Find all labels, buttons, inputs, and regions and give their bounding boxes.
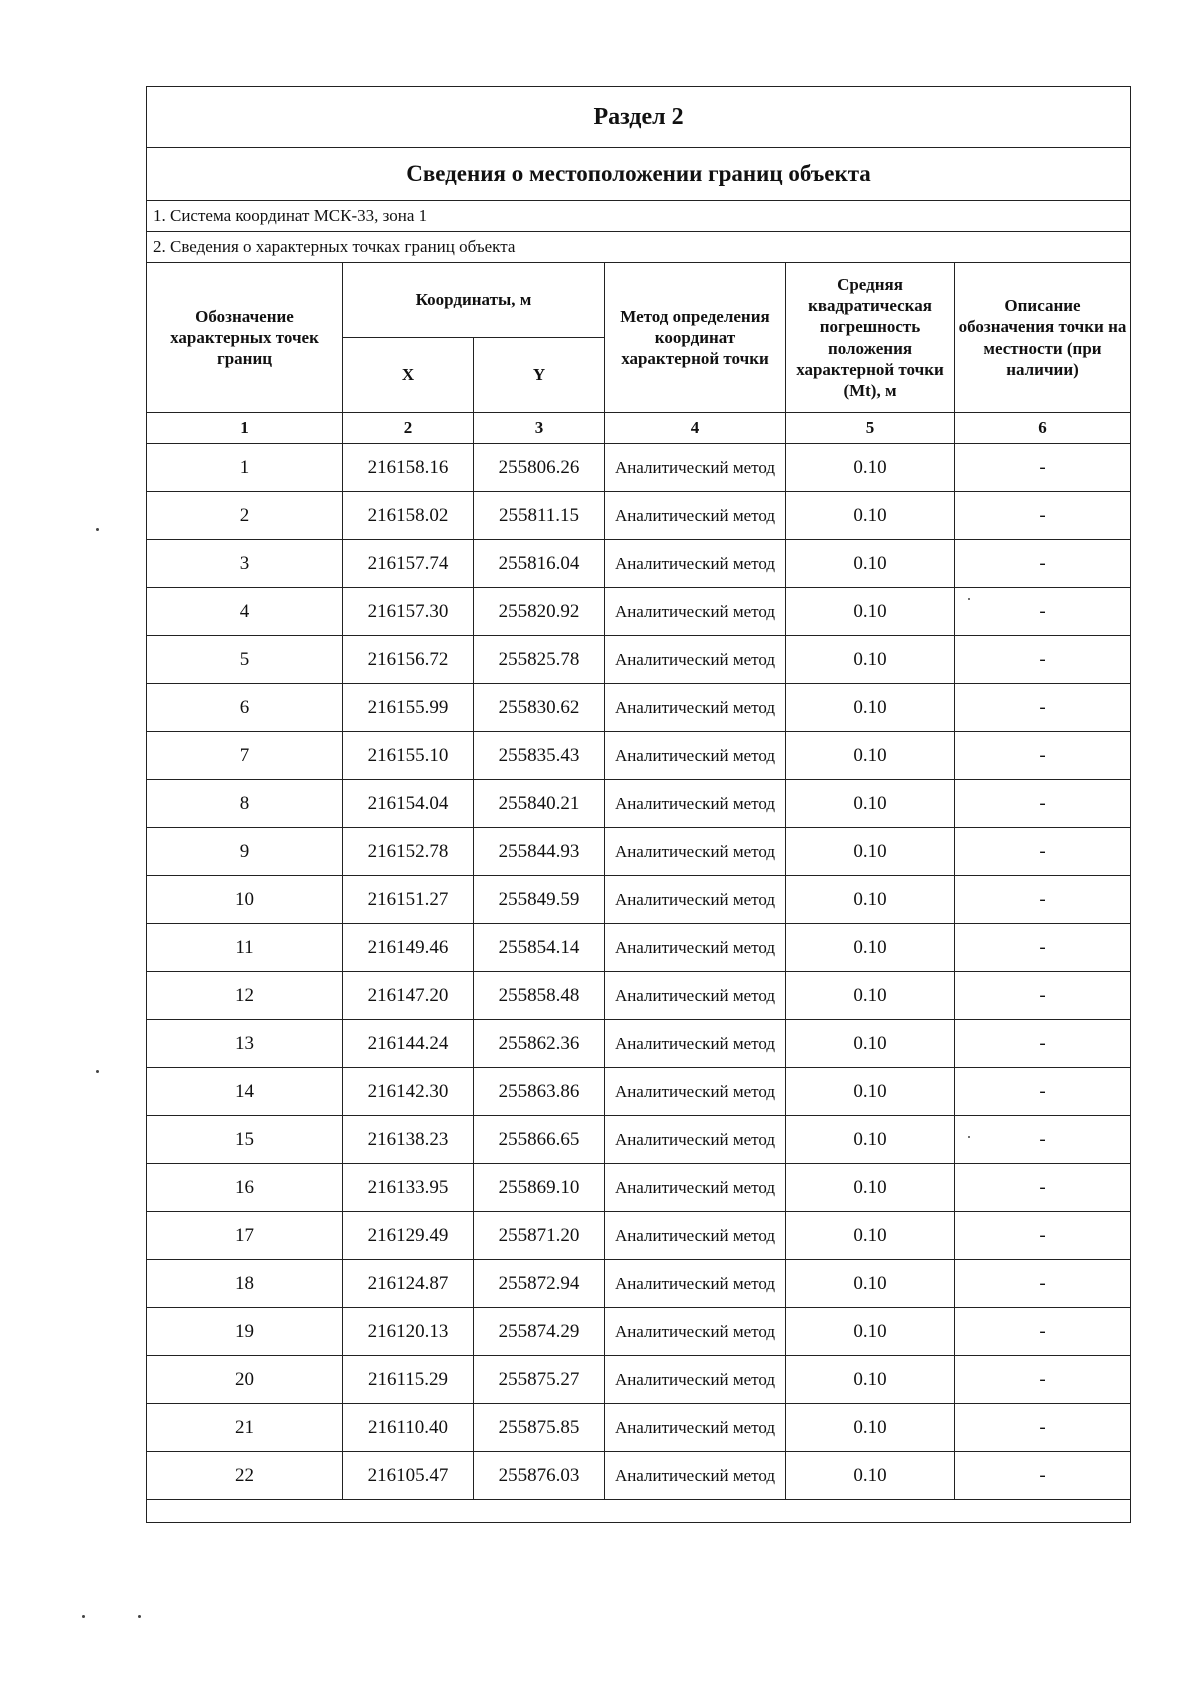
y-coordinate-cell: 255874.29 xyxy=(474,1308,605,1356)
scan-speck xyxy=(96,528,99,531)
description-cell: - xyxy=(955,972,1131,1020)
method-cell: Аналитический метод xyxy=(605,1404,786,1452)
point-number-cell: 22 xyxy=(147,1452,343,1500)
y-coordinate-cell: 255806.26 xyxy=(474,444,605,492)
mt-error-cell: 0.10 xyxy=(786,540,955,588)
description-cell: - xyxy=(955,1404,1131,1452)
description-cell: - xyxy=(955,1020,1131,1068)
table-row xyxy=(147,492,1131,540)
y-coordinate-cell: 255811.15 xyxy=(474,492,605,540)
column-number: 4 xyxy=(605,413,786,444)
table-tail-row xyxy=(147,1500,1131,1523)
y-coordinate-cell: 255872.94 xyxy=(474,1260,605,1308)
description-cell: - xyxy=(955,732,1131,780)
point-number-cell: 4 xyxy=(147,588,343,636)
section-title: Раздел 2 xyxy=(147,87,1131,148)
method-cell: Аналитический метод xyxy=(605,1212,786,1260)
table-row xyxy=(147,1020,1131,1068)
header-error: Средняя квадратическая погрешность положения характерной точки (Mt), м xyxy=(786,263,955,413)
method-cell: Аналитический метод xyxy=(605,588,786,636)
table-row xyxy=(147,972,1131,1020)
point-number-cell: 18 xyxy=(147,1260,343,1308)
y-coordinate-cell: 255854.14 xyxy=(474,924,605,972)
point-number-cell: 2 xyxy=(147,492,343,540)
mt-error-cell: 0.10 xyxy=(786,1452,955,1500)
header-coordinates: Координаты, м xyxy=(343,263,605,338)
method-cell: Аналитический метод xyxy=(605,972,786,1020)
y-coordinate-cell: 255844.93 xyxy=(474,828,605,876)
y-coordinate-cell: 255825.78 xyxy=(474,636,605,684)
table-row xyxy=(147,1116,1131,1164)
description-cell: - xyxy=(955,1308,1131,1356)
method-cell: Аналитический метод xyxy=(605,1308,786,1356)
y-coordinate-cell: 255830.62 xyxy=(474,684,605,732)
coord-system-label: 1. Система координат МСК-33, зона 1 xyxy=(147,201,1131,232)
description-cell: - xyxy=(955,1212,1131,1260)
point-number-cell: 12 xyxy=(147,972,343,1020)
point-number-cell: 3 xyxy=(147,540,343,588)
header-row-1 xyxy=(147,263,1131,338)
x-coordinate-cell: 216133.95 xyxy=(343,1164,474,1212)
description-cell: - xyxy=(955,492,1131,540)
mt-error-cell: 0.10 xyxy=(786,588,955,636)
method-cell: Аналитический метод xyxy=(605,1356,786,1404)
table-row xyxy=(147,1404,1131,1452)
mt-error-cell: 0.10 xyxy=(786,1308,955,1356)
table-row xyxy=(147,684,1131,732)
table-row xyxy=(147,588,1131,636)
mt-error-cell: 0.10 xyxy=(786,1404,955,1452)
table-row xyxy=(147,540,1131,588)
x-coordinate-cell: 216144.24 xyxy=(343,1020,474,1068)
y-coordinate-cell: 255840.21 xyxy=(474,780,605,828)
boundary-table xyxy=(146,86,1131,1523)
document-sheet xyxy=(146,86,1130,1523)
point-number-cell: 8 xyxy=(147,780,343,828)
y-coordinate-cell: 255875.85 xyxy=(474,1404,605,1452)
mt-error-cell: 0.10 xyxy=(786,1068,955,1116)
mt-error-cell: 0.10 xyxy=(786,972,955,1020)
description-cell: - xyxy=(955,1116,1131,1164)
section-subtitle: Сведения о местоположении границ объекта xyxy=(147,148,1131,201)
description-cell: - xyxy=(955,1164,1131,1212)
y-coordinate-cell: 255835.43 xyxy=(474,732,605,780)
y-coordinate-cell: 255869.10 xyxy=(474,1164,605,1212)
x-coordinate-cell: 216154.04 xyxy=(343,780,474,828)
description-cell: - xyxy=(955,1260,1131,1308)
table-row xyxy=(147,1212,1131,1260)
description-cell: - xyxy=(955,540,1131,588)
scan-speck xyxy=(968,598,970,600)
x-coordinate-cell: 216157.30 xyxy=(343,588,474,636)
table-row xyxy=(147,1164,1131,1212)
table-row xyxy=(147,924,1131,972)
method-cell: Аналитический метод xyxy=(605,924,786,972)
points-heading: 2. Сведения о характерных точках границ объекта xyxy=(147,232,1131,263)
column-number: 3 xyxy=(474,413,605,444)
y-coordinate-cell: 255866.65 xyxy=(474,1116,605,1164)
description-cell: - xyxy=(955,924,1131,972)
mt-error-cell: 0.10 xyxy=(786,828,955,876)
method-cell: Аналитический метод xyxy=(605,444,786,492)
description-cell: - xyxy=(955,684,1131,732)
mt-error-cell: 0.10 xyxy=(786,732,955,780)
method-cell: Аналитический метод xyxy=(605,540,786,588)
header-method: Метод определения координат характерной точки xyxy=(605,263,786,413)
method-cell: Аналитический метод xyxy=(605,1068,786,1116)
y-coordinate-cell: 255862.36 xyxy=(474,1020,605,1068)
point-number-cell: 13 xyxy=(147,1020,343,1068)
description-cell: - xyxy=(955,1452,1131,1500)
x-coordinate-cell: 216152.78 xyxy=(343,828,474,876)
scan-speck xyxy=(82,1615,85,1618)
mt-error-cell: 0.10 xyxy=(786,1212,955,1260)
mt-error-cell: 0.10 xyxy=(786,924,955,972)
x-coordinate-cell: 216129.49 xyxy=(343,1212,474,1260)
method-cell: Аналитический метод xyxy=(605,1116,786,1164)
point-number-cell: 7 xyxy=(147,732,343,780)
table-row xyxy=(147,444,1131,492)
method-cell: Аналитический метод xyxy=(605,828,786,876)
y-coordinate-cell: 255875.27 xyxy=(474,1356,605,1404)
table-row xyxy=(147,780,1131,828)
coord-system-row xyxy=(147,201,1131,232)
y-coordinate-cell: 255858.48 xyxy=(474,972,605,1020)
x-coordinate-cell: 216110.40 xyxy=(343,1404,474,1452)
x-coordinate-cell: 216149.46 xyxy=(343,924,474,972)
scan-speck xyxy=(138,1615,141,1618)
point-number-cell: 17 xyxy=(147,1212,343,1260)
header-x: X xyxy=(343,338,474,413)
column-number: 5 xyxy=(786,413,955,444)
mt-error-cell: 0.10 xyxy=(786,1164,955,1212)
point-number-cell: 5 xyxy=(147,636,343,684)
description-cell: - xyxy=(955,444,1131,492)
table-row xyxy=(147,876,1131,924)
method-cell: Аналитический метод xyxy=(605,684,786,732)
point-number-cell: 9 xyxy=(147,828,343,876)
point-number-cell: 15 xyxy=(147,1116,343,1164)
mt-error-cell: 0.10 xyxy=(786,636,955,684)
method-cell: Аналитический метод xyxy=(605,876,786,924)
x-coordinate-cell: 216156.72 xyxy=(343,636,474,684)
method-cell: Аналитический метод xyxy=(605,492,786,540)
y-coordinate-cell: 255820.92 xyxy=(474,588,605,636)
y-coordinate-cell: 255849.59 xyxy=(474,876,605,924)
x-coordinate-cell: 216158.02 xyxy=(343,492,474,540)
method-cell: Аналитический метод xyxy=(605,1020,786,1068)
point-number-cell: 6 xyxy=(147,684,343,732)
mt-error-cell: 0.10 xyxy=(786,1020,955,1068)
method-cell: Аналитический метод xyxy=(605,1260,786,1308)
x-coordinate-cell: 216155.10 xyxy=(343,732,474,780)
y-coordinate-cell: 255816.04 xyxy=(474,540,605,588)
point-number-cell: 14 xyxy=(147,1068,343,1116)
x-coordinate-cell: 216124.87 xyxy=(343,1260,474,1308)
scan-speck xyxy=(968,1136,970,1138)
x-coordinate-cell: 216115.29 xyxy=(343,1356,474,1404)
mt-error-cell: 0.10 xyxy=(786,444,955,492)
mt-error-cell: 0.10 xyxy=(786,684,955,732)
table-tail-cell xyxy=(147,1500,1131,1523)
section-title-row xyxy=(147,87,1131,148)
description-cell: - xyxy=(955,1356,1131,1404)
description-cell: - xyxy=(955,588,1131,636)
description-cell: - xyxy=(955,1068,1131,1116)
mt-error-cell: 0.10 xyxy=(786,1260,955,1308)
x-coordinate-cell: 216157.74 xyxy=(343,540,474,588)
point-number-cell: 10 xyxy=(147,876,343,924)
table-row xyxy=(147,636,1131,684)
method-cell: Аналитический метод xyxy=(605,1164,786,1212)
x-coordinate-cell: 216138.23 xyxy=(343,1116,474,1164)
description-cell: - xyxy=(955,780,1131,828)
method-cell: Аналитический метод xyxy=(605,636,786,684)
y-coordinate-cell: 255863.86 xyxy=(474,1068,605,1116)
method-cell: Аналитический метод xyxy=(605,1452,786,1500)
table-row xyxy=(147,1260,1131,1308)
mt-error-cell: 0.10 xyxy=(786,1116,955,1164)
point-number-cell: 16 xyxy=(147,1164,343,1212)
table-row xyxy=(147,1068,1131,1116)
x-coordinate-cell: 216151.27 xyxy=(343,876,474,924)
point-number-cell: 20 xyxy=(147,1356,343,1404)
x-coordinate-cell: 216147.20 xyxy=(343,972,474,1020)
y-coordinate-cell: 255876.03 xyxy=(474,1452,605,1500)
x-coordinate-cell: 216158.16 xyxy=(343,444,474,492)
point-number-cell: 1 xyxy=(147,444,343,492)
table-row xyxy=(147,828,1131,876)
mt-error-cell: 0.10 xyxy=(786,492,955,540)
header-y: Y xyxy=(474,338,605,413)
mt-error-cell: 0.10 xyxy=(786,876,955,924)
point-number-cell: 11 xyxy=(147,924,343,972)
column-number: 6 xyxy=(955,413,1131,444)
point-number-cell: 21 xyxy=(147,1404,343,1452)
section-subtitle-row xyxy=(147,148,1131,201)
scan-speck xyxy=(96,1070,99,1073)
table-row xyxy=(147,1452,1131,1500)
method-cell: Аналитический метод xyxy=(605,780,786,828)
column-number: 2 xyxy=(343,413,474,444)
method-cell: Аналитический метод xyxy=(605,732,786,780)
column-number-row xyxy=(147,413,1131,444)
description-cell: - xyxy=(955,636,1131,684)
column-number: 1 xyxy=(147,413,343,444)
mt-error-cell: 0.10 xyxy=(786,780,955,828)
y-coordinate-cell: 255871.20 xyxy=(474,1212,605,1260)
mt-error-cell: 0.10 xyxy=(786,1356,955,1404)
x-coordinate-cell: 216105.47 xyxy=(343,1452,474,1500)
header-description: Описание обозначения точки на местности (при наличии) xyxy=(955,263,1131,413)
header-designation: Обозначение характерных точек границ xyxy=(147,263,343,413)
table-row xyxy=(147,732,1131,780)
table-row xyxy=(147,1308,1131,1356)
description-cell: - xyxy=(955,828,1131,876)
x-coordinate-cell: 216155.99 xyxy=(343,684,474,732)
point-number-cell: 19 xyxy=(147,1308,343,1356)
points-heading-row xyxy=(147,232,1131,263)
description-cell: - xyxy=(955,876,1131,924)
x-coordinate-cell: 216120.13 xyxy=(343,1308,474,1356)
table-row xyxy=(147,1356,1131,1404)
x-coordinate-cell: 216142.30 xyxy=(343,1068,474,1116)
